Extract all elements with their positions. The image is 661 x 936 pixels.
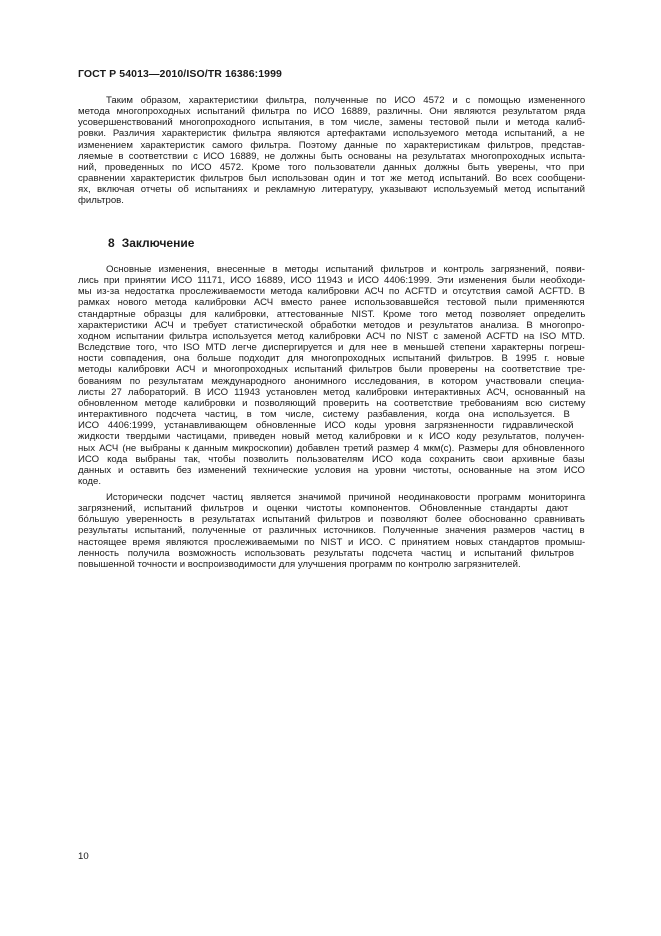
text-line: стандартные образцы для калибровки, аттестованные NIST. Кроме того метод позволяет определить	[78, 308, 586, 320]
text-line: метода многопроходных испытаний фильтра по ИСО 16889, различны. Они являются результатом ряда	[78, 106, 586, 118]
text-line: ИСО 4406:1999, устанавливающем обновленные ИСО коды уровня загрязненности гидравлической	[78, 420, 574, 432]
text-line: бóльшую уверенность в результатах испытаний фильтров и позволяют более обоснованно сравнивать	[78, 514, 585, 526]
text-line: ленность получила возможность использовать результаты подсчета частиц и испытаний фильтров	[78, 547, 574, 559]
text-line: бованиям по результатам международного анонимного исследования, в котором участвовали специа-	[78, 375, 585, 387]
text-line: сравнении характеристик фильтров был использован один и тот же метод испытаний. Во всех сообщени-	[78, 173, 586, 185]
text-line: данных и оставить без изменений технические условия на уровни чистоты, основанные на этом ИСО	[78, 464, 585, 476]
section-heading	[108, 236, 194, 250]
text-line: ний, проведенных по ИСО 4572. Кроме того пользователи данных должны быть уверены, что при	[78, 161, 585, 173]
text-line: ях, включая отчеты об испытаниях и рекламную литературу, указывают используемый метод испытаний	[78, 184, 585, 196]
text-line: ИСО кода выбраны так, чтобы позволить пользователям ИСО кода сохранить свои архивные базы	[78, 453, 585, 465]
text-line: жидкости твердыми частицами, приведен новый метод калибровки и к ИСО коду результатов, получен-	[78, 431, 585, 443]
text-line: настоящее время являются прослеживаемыми по NIST и ИСО. С принятием новых стандартов промыш-	[78, 536, 586, 548]
text-line: листы 27 лабораторий. В ИСО 11943 установлен метод калибровки интерактивных АСЧ, основанный на	[78, 386, 586, 398]
text-line: Вследствие того, что ISO MTD легче диспергируется и для нее в меньшей степени характерны погреш-	[78, 342, 585, 354]
paragraph-conclusion-final	[78, 492, 585, 570]
paragraph-intro	[78, 95, 585, 207]
paragraph-conclusion-main	[78, 264, 585, 487]
text-line: рамках нового метода калибровки АСЧ вместо ранее использовавшейся тестовой пыли применяются	[78, 297, 585, 309]
text-line: методы калибровки АСЧ и многопроходных испытаний фильтров были проверены на соответствие тре-	[78, 364, 586, 376]
text-line: загрязнений, испытаний фильтров и оценки чистоты компонентов. Обновленные стандарты дают	[78, 503, 569, 515]
text-line: ных АСЧ (не выбраны к данным микроскопии) добавлен третий размер 4 мкм(с). Размеры для обновленного	[78, 442, 585, 454]
text-line: лись при принятии ИСО 11171, ИСО 16889, ИСО 11943 и ИСО 4406:1999. Эти изменения были необходи-	[78, 275, 586, 287]
section-title: Заключение	[121, 236, 195, 250]
text-line: характеристики АСЧ и требует статистической обработки методов и результатов анализа. В многопро-	[78, 319, 585, 331]
text-line: Таким образом, характеристики фильтра, полученные по ИСО 4572 и с помощью измененного	[106, 95, 586, 106]
page-number: 10	[78, 851, 89, 862]
text-line: Исторически подсчет частиц является значимой причиной неодинаковости программ мониторинга	[106, 492, 586, 503]
text-line: мы из-за недостатка прослеживаемости метода калибровки АСЧ по ACFTD и отсутствия самой ACFTD. В	[78, 286, 586, 298]
text-line: фильтров.	[78, 195, 124, 207]
text-line: ходном испытании фильтра используется метод калибровки АСЧ по NIST с заменой ACFTD на ISO MTD.	[78, 330, 585, 342]
text-line: ности совпадения, она больше подходит для многопроходных испытаний фильтров. В 1995 г. новые	[78, 353, 585, 365]
text-line: изменением характеристик самого фильтра. Поэтому данные по характеристикам фильтров, представ-	[78, 139, 585, 151]
text-line: коде.	[78, 475, 102, 487]
text-line: ровки. Различия характеристик фильтра являются артефактами используемого метода испытаний, а не	[78, 128, 585, 140]
text-line: повышенной точности и воспроизводимости для улучшения программ по контролю загрязнителей.	[78, 558, 521, 570]
text-line: результаты испытаний, полученные от различных источников. Полученные значения размеров частиц в	[78, 525, 585, 537]
document-header: ГОСТ Р 54013—2010/ISO/TR 16386:1999	[78, 68, 282, 80]
text-line: ляемые в соответствии с ИСО 16889, не должны быть основаны на результатах многопроходных испыта-	[78, 150, 586, 162]
section-number: 8	[108, 236, 115, 250]
text-line: обновленном методе калибровки и позволяющий проверить на соответствие требованиям всю систему	[78, 397, 586, 409]
text-line: Основные изменения, внесенные в методы испытаний фильтров и контроль загрязнений, появи-	[106, 264, 585, 275]
text-line: интерактивного подсчета частиц, в том числе, систему разбавления, когда она используется. В	[78, 409, 570, 421]
text-line: усовершенствований многопроходного испытания, в том числе, замены тестовой пыли и метода калиб-	[78, 117, 586, 129]
